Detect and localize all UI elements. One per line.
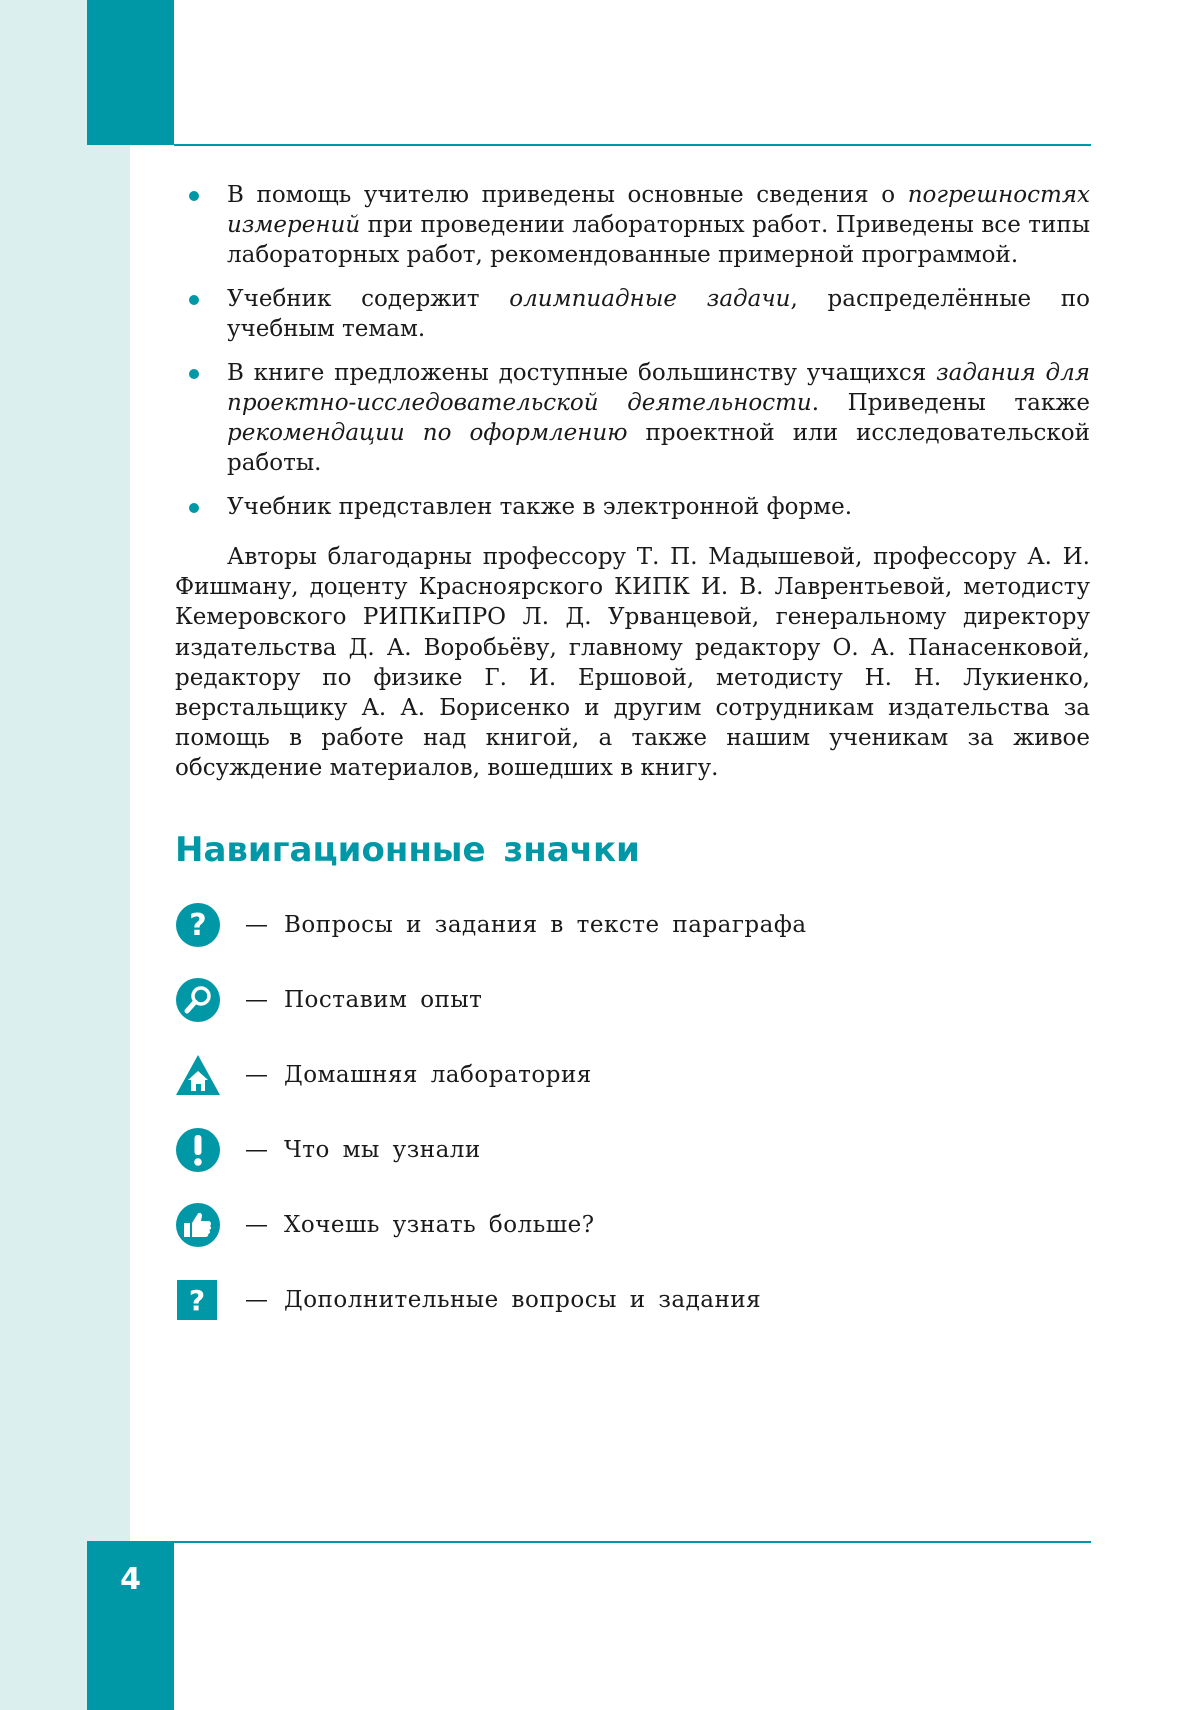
list-item: В помощь учителю приведены основные сведения о погрешностях измерений при проведении лабораторных работ. Приведены все типы лабораторных работ, рекомендованные примерной программой.	[175, 180, 1090, 270]
legend-dash: —	[245, 986, 268, 1013]
question-circle-icon	[175, 902, 221, 948]
svg-text:?: ?	[188, 1283, 206, 1317]
legend-item	[175, 977, 1090, 1023]
legend-item	[175, 1127, 1090, 1173]
legend-dash: —	[245, 1061, 268, 1088]
list-item: В книге предложены доступные большинству учащихся задания для проектно-исследовательской деятельности. Приведены также рекомендации по оформлению проектной или исследовательской работы.	[175, 358, 1090, 478]
legend-dash: —	[245, 1211, 268, 1238]
house-triangle-icon	[175, 1052, 221, 1098]
legend-label: Что мы узнали	[284, 1136, 481, 1163]
list-item: Учебник содержит олимпиадные задачи, распределённые по учебным темам.	[175, 284, 1090, 344]
legend-label: Дополнительные вопросы и задания	[284, 1286, 762, 1313]
features-list	[175, 180, 1090, 522]
legend-item	[175, 1277, 1090, 1323]
legend-item	[175, 1052, 1090, 1098]
legend-label: Домашняя лаборатория	[284, 1061, 592, 1088]
legend-dash: —	[245, 1136, 268, 1163]
acknowledgement-paragraph: Авторы благодарны профессору Т. П. Мадышевой, профессору А. И. Фишману, доценту Красноярского КИПК И. В. Лаврентьевой, методисту Кемеровского РИПКиПРО Л. Д. Урванцевой, генеральному директору издательства Д. А. Воробьёву, главному редактору О. А. Панасенковой, редактору по физике Г. И. Ершовой, методисту Н. Н. Лукиенко, верстальщику А. А. Борисенко и другим сотрудникам издательства за помощь в работе над книгой, а также нашим ученикам за живое обсуждение материалов, вошедших в книгу.	[175, 544, 1090, 782]
legend-item	[175, 902, 1090, 948]
header-color-block	[87, 0, 174, 145]
page-number: 4	[120, 1562, 141, 1597]
svg-text:?: ?	[189, 907, 207, 943]
list-item: Учебник представлен также в электронной форме.	[175, 492, 1090, 522]
magnifier-icon	[175, 977, 221, 1023]
header-rule	[174, 144, 1091, 146]
section-heading: Навигационные значки	[175, 829, 640, 870]
left-margin-strip	[0, 0, 130, 1710]
question-square-icon	[175, 1277, 221, 1323]
footer-rule	[174, 1541, 1091, 1543]
page-content	[175, 180, 1090, 1352]
legend-item	[175, 1202, 1090, 1248]
legend-dash: —	[245, 911, 268, 938]
legend-dash: —	[245, 1286, 268, 1313]
legend-label: Вопросы и задания в тексте параграфа	[284, 911, 807, 938]
exclamation-circle-icon	[175, 1127, 221, 1173]
thumbs-up-icon	[175, 1202, 221, 1248]
legend-label: Поставим опыт	[284, 986, 483, 1013]
icon-legend	[175, 902, 1090, 1323]
legend-label: Хочешь узнать больше?	[284, 1211, 595, 1238]
